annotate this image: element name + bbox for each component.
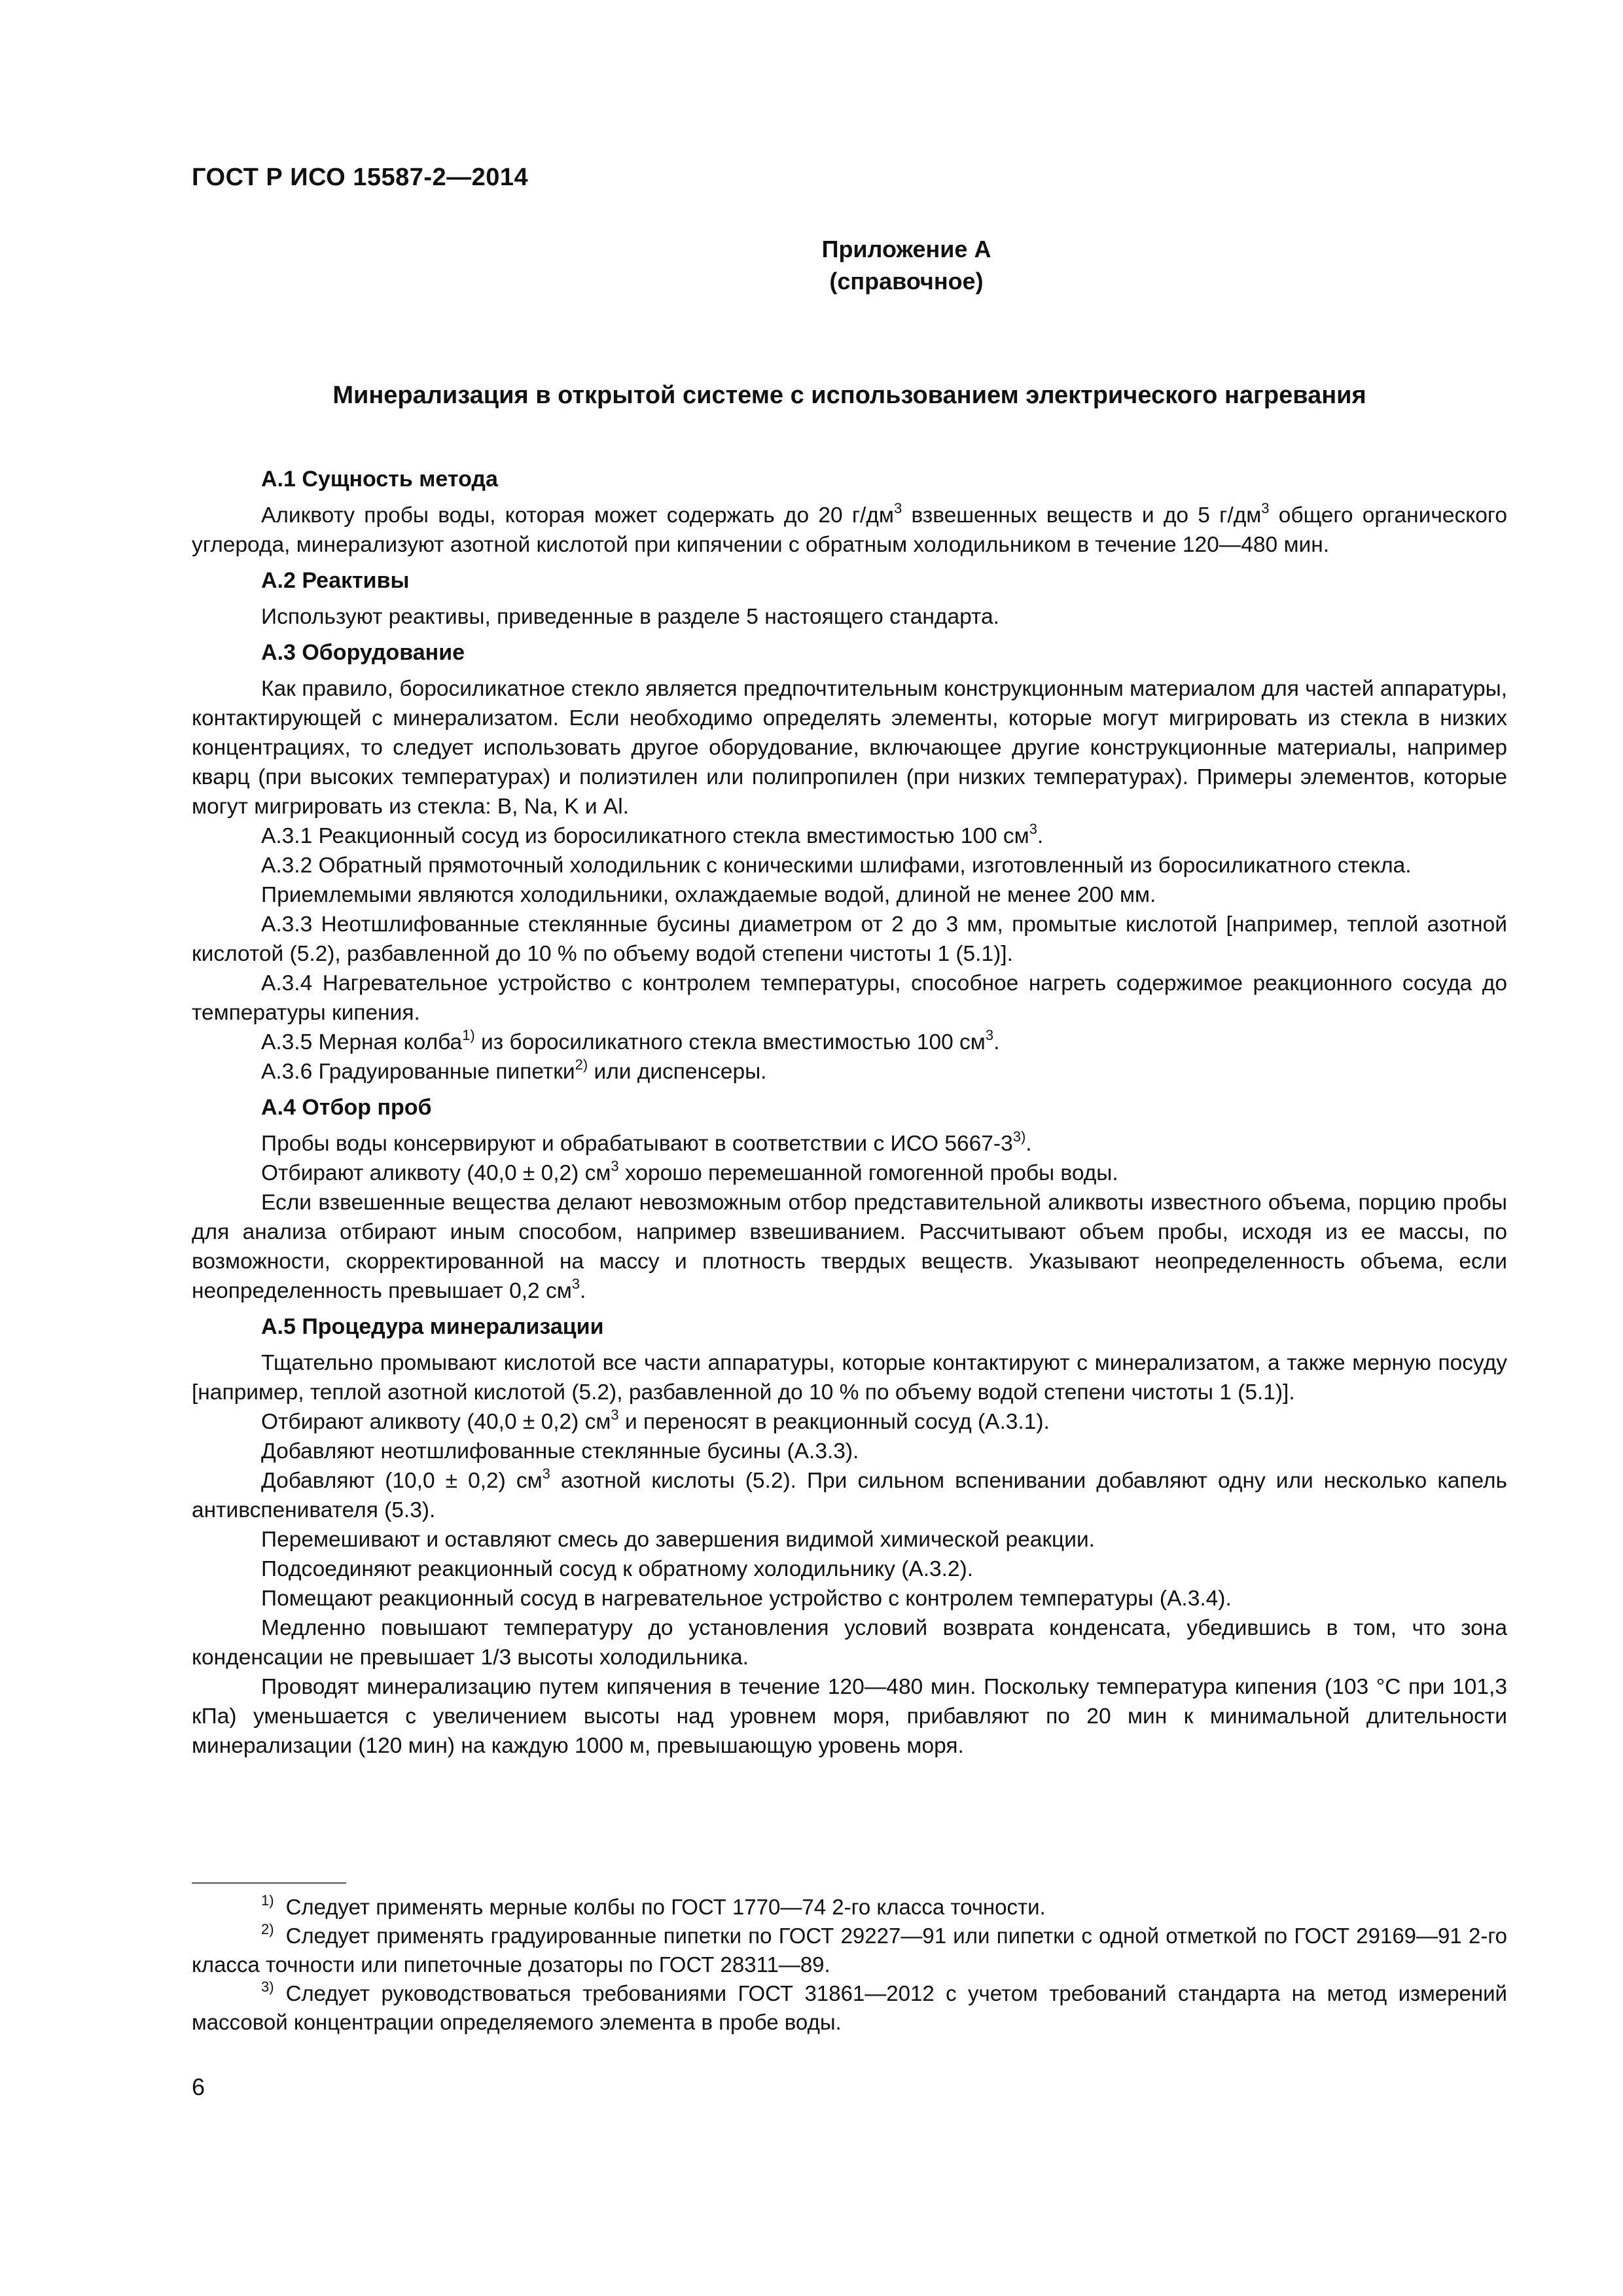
annex-label: Приложение А <box>821 236 991 262</box>
paragraph: Если взвешенные вещества делают невозможным отбор представительной аликвоты известного объема, порцию пробы для анализа отбирают иным способом, например взвешиванием. Рассчитывают объем пробы, исходя из ее массы, по возможности, скорректированной на массу и плотность твердых веществ. Указывают неопределенность объема, если неопределенность превышает 0,2 $см^3$. <box>192 1191 1507 1303</box>
paragraph: Добавляют неотшлифованные стеклянные бусины (А.3.3). <box>261 1439 859 1463</box>
list-item: А.3.4 Нагревательное устройство с контролем температуры, способное нагреть содержимое реакционного сосуда до температуры кипения. <box>192 971 1507 1025</box>
paragraph: Как правило, боросиликатное стекло является предпочтительным конструкционным материалом для частей аппаратуры, контактирующей с минерализатом. Если необходимо определять элементы, которые могут мигрировать из стекла в низких концентрациях, то следует использовать другое оборудование, включающее другие конструкционные материалы, например кварц (при высоких температурах) и полиэтилен или полипропилен (при низких температурах). Примеры элементов, которые могут мигрировать из стекла: B, Na, K и Al. <box>192 677 1507 819</box>
footnote-1: $^{1)}$ Следует применять мерные колбы по ГОСТ 1770—74 2-го класса точности. <box>261 1892 1046 1919</box>
footnote-ref: 2) <box>575 1056 588 1073</box>
footnote-divider <box>192 1882 346 1884</box>
paragraph: Тщательно промывают кислотой все части аппаратуры, которые контактируют с минерализатом, а также мерную посуду [например, теплой азотной кислотой (5.2), разбавленной до 10 % по объему водой степени чистоты 1 (5.1)]. <box>192 1351 1507 1405</box>
list-item: А.3.6 Градуированные пипетки$^{2)}$ или диспенсеры. <box>261 1056 767 1084</box>
section-heading-a4: А.4 Отбор проб <box>261 1095 432 1120</box>
paragraph: Пробы воды консервируют и обрабатывают в соответствии с ИСО 5667-3$^{3)}$. <box>261 1128 1032 1156</box>
section-heading-a1: А.1 Сущность метода <box>261 467 498 492</box>
annex-title: Минерализация в открытой системе с использованием электрического нагревания <box>332 382 1366 409</box>
paragraph: Приемлемыми являются холодильники, охлаждаемые водой, длиной не менее 200 мм. <box>261 883 1156 907</box>
annex-header <box>0 233 1623 297</box>
footnote-ref: 3) <box>1012 1128 1026 1145</box>
document-code: ГОСТ Р ИСО 15587-2—2014 <box>192 164 529 191</box>
paragraph: Отбирают аликвоту (40,0 ± 0,2) $см^3$ хорошо перемешанной гомогенной пробы воды. <box>261 1158 1118 1185</box>
paragraph: Проводят минерализацию путем кипячения в течение 120—480 мин. Поскольку температура кипения (103 °С при 101,3 кПа) уменьшается с увеличением высоты над уровнем моря, прибавляют по 20 мин к минимальной длительности минерализации (120 мин) на каждую 1000 м, превышающую уровень моря. <box>192 1675 1507 1758</box>
list-item: А.3.3 Неотшлифованные стеклянные бусины диаметром от 2 до 3 мм, промытые кислотой [например, теплой азотной кислотой (5.2), разбавленной до 10 % по объему водой степени чистоты 1 (5.1)]. <box>192 912 1507 966</box>
list-item: А.3.1 Реакционный сосуд из боросиликатного стекла вместимостью 100 $см^3$. <box>261 821 1044 848</box>
annex-type: (справочное) <box>829 268 984 295</box>
list-item: А.3.2 Обратный прямоточный холодильник с коническими шлифами, изготовленный из боросиликатного стекла. <box>261 853 1412 878</box>
footnote-2: $^{2)}$ Следует применять градуированные пипетки по ГОСТ 29227—91 или пипетки с одной отметкой по ГОСТ 29169—91 2-го класса точности или пипеточные дозаторы по ГОСТ 28311—89. <box>192 1921 1507 1977</box>
page-number: 6 <box>192 2073 205 2100</box>
section-heading-a3: А.3 Оборудование <box>261 640 465 665</box>
paragraph: Добавляют (10,0 ± 0,2) $см^3$ азотной кислоты (5.2). При сильном вспенивании добавляют одну или несколько капель антивспенивателя (5.3). <box>192 1465 1508 1522</box>
paragraph: Используют реактивы, приведенные в разделе 5 настоящего стандарта. <box>261 605 999 629</box>
paragraph: Перемешивают и оставляют смесь до завершения видимой химической реакции. <box>261 1528 1095 1552</box>
paragraph: Помещают реакционный сосуд в нагревательное устройство с контролем температуры (А.3.4). <box>261 1587 1232 1611</box>
paragraph: Медленно повышают температуру до установления условий возврата конденсата, убедившись в том, что зона конденсации не превышает 1/3 высоты холодильника. <box>192 1616 1507 1670</box>
footnotes <box>192 1893 1507 2037</box>
paragraph: Отбирают аликвоту (40,0 ± 0,2) $см^3$ и переносят в реакционный сосуд (А.3.1). <box>261 1407 1050 1434</box>
list-item: А.3.5 Мерная колба$^{1)}$ из боросиликатного стекла вместимостью 100 $см^3$. <box>261 1027 1000 1054</box>
footnote-ref: 1) <box>462 1027 475 1043</box>
document-body <box>192 458 1507 1761</box>
section-heading-a2: А.2 Реактивы <box>261 568 410 593</box>
paragraph: Аликвоту пробы воды, которая может содержать до 20 $г/дм^3$ взвешенных веществ и до 5 $г/дм^3$ общего органического углерода, минерализуют азотной кислотой при кипячении с обратным холодильником в течение 120—480 мин. <box>192 500 1507 557</box>
section-heading-a5: А.5 Процедура минерализации <box>261 1314 604 1339</box>
paragraph: Подсоединяют реакционный сосуд к обратному холодильнику (А.3.2). <box>261 1557 974 1581</box>
footnote-3: $^{3)}$ Следует руководствоваться требованиями ГОСТ 31861—2012 с учетом требований стандарта на метод измерений массовой концентрации определяемого элемента в пробе воды. <box>192 1979 1507 2034</box>
